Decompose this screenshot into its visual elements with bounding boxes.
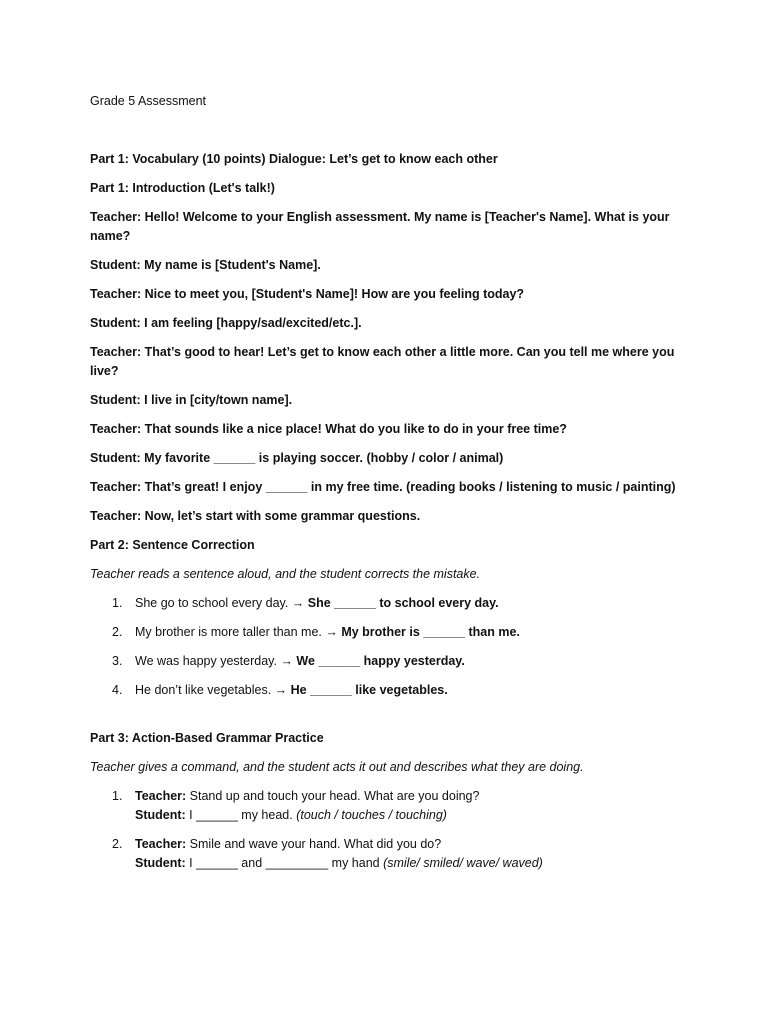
spacer xyxy=(90,710,690,729)
list-item xyxy=(90,652,690,671)
part2-instruction: Teacher reads a sentence aloud, and the student corrects the mistake. xyxy=(90,567,481,581)
original-sentence: She go to school every day. → xyxy=(135,596,308,610)
list-item xyxy=(90,594,690,613)
student-label: Student: xyxy=(135,856,186,870)
dialogue-line: Teacher: That’s great! I enjoy ______ in my free time. (reading books / listening to music / painting) xyxy=(90,480,676,494)
original-sentence: My brother is more taller than me. → xyxy=(135,625,342,639)
teacher-line xyxy=(135,835,690,854)
student-response: I ______ my head. xyxy=(185,808,297,822)
corrected-sentence: We ______ happy yesterday. xyxy=(296,654,465,668)
student-label: Student: xyxy=(135,808,186,822)
answer-options: (smile/ smiled/ wave/ waved) xyxy=(383,856,543,870)
dialogue-line: Student: My favorite ______ is playing soccer. (hobby / color / animal) xyxy=(90,451,504,465)
list-item xyxy=(90,787,690,825)
teacher-command: Smile and wave your hand. What did you do? xyxy=(186,837,442,851)
part3-instruction: Teacher gives a command, and the student acts it out and describes what they are doing. xyxy=(90,760,584,774)
list-item xyxy=(90,681,690,700)
part3-heading: Part 3: Action-Based Grammar Practice xyxy=(90,731,324,745)
dialogue-line: Teacher: That sounds like a nice place! What do you like to do in your free time? xyxy=(90,422,567,436)
dialogue-line: Teacher: Hello! Welcome to your English assessment. My name is [Teacher's Name]. What is your name? xyxy=(90,210,670,243)
action-practice-list xyxy=(90,787,690,873)
dialogue-line: Student: I am feeling [happy/sad/excited/etc.]. xyxy=(90,316,362,330)
sentence-correction-list xyxy=(90,594,690,700)
original-sentence: He don’t like vegetables. → xyxy=(135,683,291,697)
original-sentence: We was happy yesterday. → xyxy=(135,654,297,668)
part1-heading: Part 1: Vocabulary (10 points) Dialogue: Let’s get to know each other xyxy=(90,152,498,166)
document-title: Grade 5 Assessment xyxy=(90,94,207,108)
list-number: 2. xyxy=(112,625,123,639)
corrected-sentence: He ______ like vegetables. xyxy=(290,683,448,697)
part1-intro: Part 1: Introduction (Let's talk!) xyxy=(90,181,275,195)
list-number: 3. xyxy=(112,654,123,668)
student-response: I ______ and _________ my hand xyxy=(185,856,384,870)
dialogue-line: Teacher: That’s good to hear! Let’s get to know each other a little more. Can you tell me where you live? xyxy=(90,345,675,378)
corrected-sentence: My brother is ______ than me. xyxy=(341,625,520,639)
dialogue-line: Student: My name is [Student's Name]. xyxy=(90,258,321,272)
dialogue-line: Teacher: Nice to meet you, [Student's Name]! How are you feeling today? xyxy=(90,287,525,301)
list-number: 1. xyxy=(112,596,123,610)
corrected-sentence: She ______ to school every day. xyxy=(307,596,499,610)
teacher-label: Teacher: xyxy=(135,789,187,803)
part2-heading: Part 2: Sentence Correction xyxy=(90,538,255,552)
list-item xyxy=(90,835,690,873)
teacher-label: Teacher: xyxy=(135,837,187,851)
answer-options: (touch / touches / touching) xyxy=(296,808,447,822)
list-number: 2. xyxy=(112,837,123,851)
teacher-line xyxy=(135,787,690,806)
list-number: 1. xyxy=(112,789,123,803)
student-line xyxy=(135,854,690,873)
list-number: 4. xyxy=(112,683,123,697)
list-item xyxy=(90,623,690,642)
document-page xyxy=(90,92,690,883)
teacher-command: Stand up and touch your head. What are you doing? xyxy=(186,789,480,803)
dialogue-line: Teacher: Now, let’s start with some grammar questions. xyxy=(90,509,421,523)
dialogue-line: Student: I live in [city/town name]. xyxy=(90,393,293,407)
student-line xyxy=(135,806,690,825)
